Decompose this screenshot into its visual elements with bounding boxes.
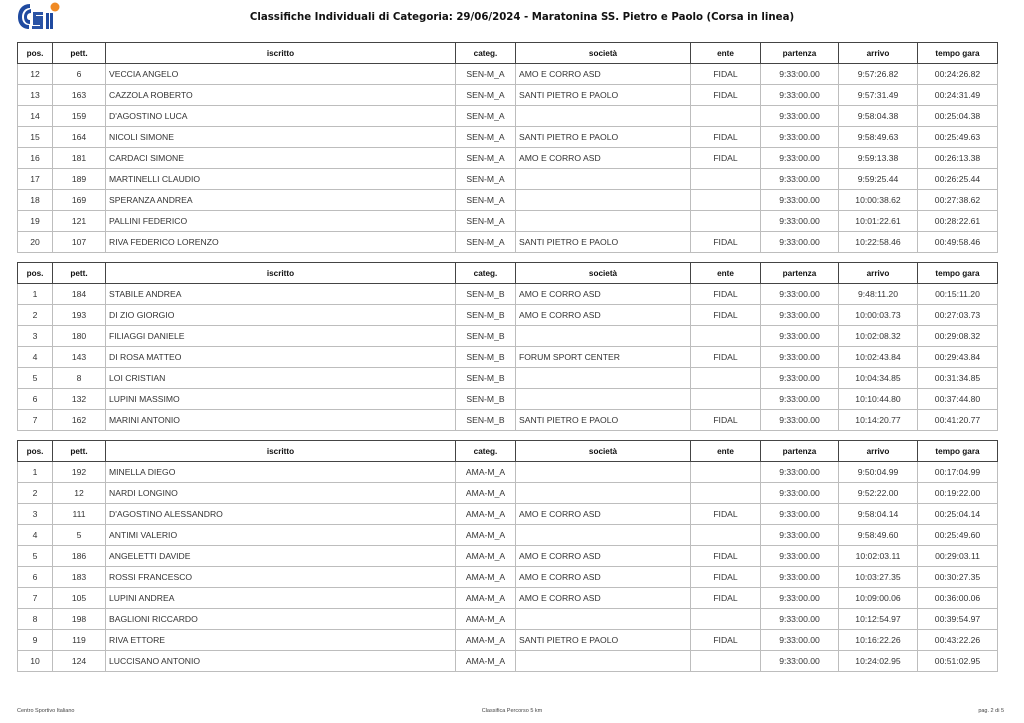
table-row <box>18 347 998 368</box>
cell-tempo-gara: 00:27:03.73 <box>918 305 998 326</box>
cell-pos: 7 <box>18 410 53 431</box>
cell-iscritto: D'AGOSTINO ALESSANDRO <box>106 504 456 525</box>
cell-iscritto: MARTINELLI CLAUDIO <box>106 169 456 190</box>
cell-pett: 180 <box>53 326 106 347</box>
cell-categ: SEN-M_B <box>456 326 516 347</box>
table-row <box>18 525 998 546</box>
cell-arrivo: 9:59:13.38 <box>839 148 918 169</box>
cell-arrivo: 10:00:38.62 <box>839 190 918 211</box>
table-header-row <box>18 43 998 64</box>
cell-categ: SEN-M_B <box>456 389 516 410</box>
cell-categ: AMA-M_A <box>456 567 516 588</box>
table-row <box>18 462 998 483</box>
cell-pett: 12 <box>53 483 106 504</box>
cell-categ: AMA-M_A <box>456 525 516 546</box>
cell-societa <box>516 483 691 504</box>
table-row <box>18 483 998 504</box>
cell-tempo-gara: 00:31:34.85 <box>918 368 998 389</box>
cell-pos: 5 <box>18 546 53 567</box>
cell-pett: 6 <box>53 64 106 85</box>
cell-pos: 17 <box>18 169 53 190</box>
cell-categ: SEN-M_B <box>456 410 516 431</box>
cell-pos: 18 <box>18 190 53 211</box>
cell-ente: FIDAL <box>691 630 761 651</box>
cell-partenza: 9:33:00.00 <box>761 630 839 651</box>
cell-ente <box>691 326 761 347</box>
table-row <box>18 211 998 232</box>
cell-tempo-gara: 00:25:04.14 <box>918 504 998 525</box>
cell-pett: 184 <box>53 284 106 305</box>
cell-societa: AMO E CORRO ASD <box>516 305 691 326</box>
cell-pos: 16 <box>18 148 53 169</box>
cell-partenza: 9:33:00.00 <box>761 232 839 253</box>
cell-pett: 107 <box>53 232 106 253</box>
cell-categ: SEN-M_A <box>456 169 516 190</box>
cell-arrivo: 10:02:08.32 <box>839 326 918 347</box>
cell-categ: SEN-M_B <box>456 347 516 368</box>
column-header-categ: categ. <box>456 263 516 284</box>
column-header-arrivo: arrivo <box>839 43 918 64</box>
cell-pett: 192 <box>53 462 106 483</box>
cell-iscritto: VECCIA ANGELO <box>106 64 456 85</box>
table-row <box>18 64 998 85</box>
table-row <box>18 546 998 567</box>
cell-categ: SEN-M_B <box>456 284 516 305</box>
cell-pos: 3 <box>18 326 53 347</box>
cell-categ: AMA-M_A <box>456 609 516 630</box>
cell-societa: SANTI PIETRO E PAOLO <box>516 232 691 253</box>
table-row <box>18 588 998 609</box>
cell-iscritto: BAGLIONI RICCARDO <box>106 609 456 630</box>
cell-pos: 6 <box>18 389 53 410</box>
cell-ente: FIDAL <box>691 64 761 85</box>
table-header-row <box>18 263 998 284</box>
cell-categ: AMA-M_A <box>456 504 516 525</box>
cell-pos: 19 <box>18 211 53 232</box>
column-header-pett: pett. <box>53 43 106 64</box>
cell-partenza: 9:33:00.00 <box>761 588 839 609</box>
cell-pos: 1 <box>18 284 53 305</box>
column-header-iscritto: iscritto <box>106 441 456 462</box>
cell-arrivo: 9:57:26.82 <box>839 64 918 85</box>
column-header-societa: società <box>516 43 691 64</box>
table-row <box>18 169 998 190</box>
cell-ente: FIDAL <box>691 410 761 431</box>
cell-pos: 9 <box>18 630 53 651</box>
cell-pos: 20 <box>18 232 53 253</box>
cell-iscritto: DI ZIO GIORGIO <box>106 305 456 326</box>
column-header-arrivo: arrivo <box>839 441 918 462</box>
cell-pos: 7 <box>18 588 53 609</box>
cell-ente <box>691 190 761 211</box>
cell-ente <box>691 211 761 232</box>
cell-arrivo: 10:22:58.46 <box>839 232 918 253</box>
cell-categ: AMA-M_A <box>456 630 516 651</box>
column-header-ente: ente <box>691 263 761 284</box>
cell-pos: 3 <box>18 504 53 525</box>
cell-partenza: 9:33:00.00 <box>761 504 839 525</box>
cell-tempo-gara: 00:24:31.49 <box>918 85 998 106</box>
table-row <box>18 190 998 211</box>
cell-partenza: 9:33:00.00 <box>761 190 839 211</box>
column-header-societa: società <box>516 441 691 462</box>
cell-iscritto: ANTIMI VALERIO <box>106 525 456 546</box>
cell-arrivo: 9:58:04.38 <box>839 106 918 127</box>
cell-tempo-gara: 00:28:22.61 <box>918 211 998 232</box>
cell-societa <box>516 651 691 672</box>
table-row <box>18 504 998 525</box>
table-row <box>18 651 998 672</box>
cell-societa: AMO E CORRO ASD <box>516 567 691 588</box>
cell-tempo-gara: 00:29:43.84 <box>918 347 998 368</box>
cell-societa: SANTI PIETRO E PAOLO <box>516 630 691 651</box>
column-header-pett: pett. <box>53 441 106 462</box>
column-header-pos: pos. <box>18 263 53 284</box>
cell-pett: 159 <box>53 106 106 127</box>
cell-categ: SEN-M_A <box>456 232 516 253</box>
cell-partenza: 9:33:00.00 <box>761 651 839 672</box>
cell-partenza: 9:33:00.00 <box>761 609 839 630</box>
cell-arrivo: 9:58:04.14 <box>839 504 918 525</box>
cell-partenza: 9:33:00.00 <box>761 284 839 305</box>
cell-iscritto: NARDI LONGINO <box>106 483 456 504</box>
cell-pett: 164 <box>53 127 106 148</box>
cell-tempo-gara: 00:51:02.95 <box>918 651 998 672</box>
results-table-sen-m-b <box>17 262 998 431</box>
cell-societa: SANTI PIETRO E PAOLO <box>516 410 691 431</box>
cell-arrivo: 10:14:20.77 <box>839 410 918 431</box>
cell-arrivo: 9:58:49.63 <box>839 127 918 148</box>
cell-partenza: 9:33:00.00 <box>761 211 839 232</box>
cell-pett: 121 <box>53 211 106 232</box>
cell-ente: FIDAL <box>691 127 761 148</box>
cell-tempo-gara: 00:29:08.32 <box>918 326 998 347</box>
cell-pos: 2 <box>18 483 53 504</box>
cell-pett: 124 <box>53 651 106 672</box>
column-header-societa: società <box>516 263 691 284</box>
results-table-sen-m-a <box>17 42 998 253</box>
cell-pett: 189 <box>53 169 106 190</box>
cell-arrivo: 9:58:49.60 <box>839 525 918 546</box>
cell-partenza: 9:33:00.00 <box>761 127 839 148</box>
cell-societa: SANTI PIETRO E PAOLO <box>516 85 691 106</box>
cell-tempo-gara: 00:24:26.82 <box>918 64 998 85</box>
cell-pos: 13 <box>18 85 53 106</box>
cell-pos: 2 <box>18 305 53 326</box>
cell-iscritto: D'AGOSTINO LUCA <box>106 106 456 127</box>
cell-arrivo: 10:03:27.35 <box>839 567 918 588</box>
cell-partenza: 9:33:00.00 <box>761 483 839 504</box>
cell-ente <box>691 106 761 127</box>
cell-tempo-gara: 00:37:44.80 <box>918 389 998 410</box>
cell-ente: FIDAL <box>691 232 761 253</box>
cell-pett: 169 <box>53 190 106 211</box>
column-header-pos: pos. <box>18 441 53 462</box>
cell-societa: SANTI PIETRO E PAOLO <box>516 127 691 148</box>
cell-societa <box>516 190 691 211</box>
cell-partenza: 9:33:00.00 <box>761 148 839 169</box>
column-header-categ: categ. <box>456 441 516 462</box>
cell-pett: 119 <box>53 630 106 651</box>
cell-ente <box>691 389 761 410</box>
cell-tempo-gara: 00:41:20.77 <box>918 410 998 431</box>
cell-pett: 193 <box>53 305 106 326</box>
cell-tempo-gara: 00:27:38.62 <box>918 190 998 211</box>
cell-categ: SEN-M_A <box>456 85 516 106</box>
cell-ente <box>691 651 761 672</box>
cell-ente: FIDAL <box>691 85 761 106</box>
cell-arrivo: 9:57:31.49 <box>839 85 918 106</box>
column-header-iscritto: iscritto <box>106 263 456 284</box>
cell-ente <box>691 483 761 504</box>
table-row <box>18 326 998 347</box>
cell-pett: 132 <box>53 389 106 410</box>
cell-iscritto: CAZZOLA ROBERTO <box>106 85 456 106</box>
cell-categ: SEN-M_B <box>456 305 516 326</box>
cell-pos: 5 <box>18 368 53 389</box>
cell-pett: 181 <box>53 148 106 169</box>
cell-iscritto: RIVA FEDERICO LORENZO <box>106 232 456 253</box>
cell-iscritto: CARDACI SIMONE <box>106 148 456 169</box>
column-header-pett: pett. <box>53 263 106 284</box>
table-row <box>18 567 998 588</box>
cell-arrivo: 10:16:22.26 <box>839 630 918 651</box>
cell-pos: 15 <box>18 127 53 148</box>
footer-page-number: pag. 2 di 5 <box>978 708 1004 714</box>
cell-societa <box>516 211 691 232</box>
cell-arrivo: 9:50:04.99 <box>839 462 918 483</box>
cell-societa: AMO E CORRO ASD <box>516 546 691 567</box>
table-row <box>18 232 998 253</box>
cell-tempo-gara: 00:29:03.11 <box>918 546 998 567</box>
cell-pett: 183 <box>53 567 106 588</box>
cell-partenza: 9:33:00.00 <box>761 85 839 106</box>
cell-societa <box>516 462 691 483</box>
column-header-partenza: partenza <box>761 441 839 462</box>
cell-ente: FIDAL <box>691 546 761 567</box>
cell-arrivo: 9:48:11.20 <box>839 284 918 305</box>
cell-pett: 111 <box>53 504 106 525</box>
cell-societa: AMO E CORRO ASD <box>516 504 691 525</box>
cell-partenza: 9:33:00.00 <box>761 106 839 127</box>
cell-tempo-gara: 00:30:27.35 <box>918 567 998 588</box>
cell-arrivo: 9:59:25.44 <box>839 169 918 190</box>
cell-partenza: 9:33:00.00 <box>761 389 839 410</box>
cell-partenza: 9:33:00.00 <box>761 525 839 546</box>
table-row <box>18 148 998 169</box>
cell-pett: 186 <box>53 546 106 567</box>
cell-arrivo: 10:09:00.06 <box>839 588 918 609</box>
cell-ente: FIDAL <box>691 504 761 525</box>
cell-societa <box>516 609 691 630</box>
cell-partenza: 9:33:00.00 <box>761 462 839 483</box>
cell-categ: SEN-M_A <box>456 106 516 127</box>
column-header-iscritto: iscritto <box>106 43 456 64</box>
cell-arrivo: 9:52:22.00 <box>839 483 918 504</box>
column-header-categ: categ. <box>456 43 516 64</box>
column-header-pos: pos. <box>18 43 53 64</box>
cell-partenza: 9:33:00.00 <box>761 410 839 431</box>
results-table-ama-m-a <box>17 440 998 672</box>
cell-societa <box>516 525 691 546</box>
cell-partenza: 9:33:00.00 <box>761 347 839 368</box>
cell-pos: 8 <box>18 609 53 630</box>
cell-ente <box>691 462 761 483</box>
cell-iscritto: FILIAGGI DANIELE <box>106 326 456 347</box>
cell-partenza: 9:33:00.00 <box>761 326 839 347</box>
cell-ente: FIDAL <box>691 305 761 326</box>
cell-pos: 4 <box>18 347 53 368</box>
cell-partenza: 9:33:00.00 <box>761 169 839 190</box>
cell-arrivo: 10:24:02.95 <box>839 651 918 672</box>
cell-iscritto: PALLINI FEDERICO <box>106 211 456 232</box>
cell-pett: 105 <box>53 588 106 609</box>
cell-iscritto: MINELLA DIEGO <box>106 462 456 483</box>
cell-societa: AMO E CORRO ASD <box>516 64 691 85</box>
cell-tempo-gara: 00:17:04.99 <box>918 462 998 483</box>
cell-categ: SEN-M_A <box>456 190 516 211</box>
cell-iscritto: NICOLI SIMONE <box>106 127 456 148</box>
cell-pos: 12 <box>18 64 53 85</box>
cell-iscritto: RIVA ETTORE <box>106 630 456 651</box>
cell-tempo-gara: 00:43:22.26 <box>918 630 998 651</box>
cell-tempo-gara: 00:15:11.20 <box>918 284 998 305</box>
cell-partenza: 9:33:00.00 <box>761 64 839 85</box>
cell-arrivo: 10:00:03.73 <box>839 305 918 326</box>
cell-categ: SEN-M_A <box>456 64 516 85</box>
cell-pos: 10 <box>18 651 53 672</box>
cell-societa <box>516 326 691 347</box>
cell-iscritto: MARINI ANTONIO <box>106 410 456 431</box>
cell-categ: AMA-M_A <box>456 462 516 483</box>
page-title: Classifiche Individuali di Categoria: 29/06/2024 - Maratonina SS. Pietro e Paolo (Corsa in linea) <box>249 12 795 23</box>
cell-pett: 143 <box>53 347 106 368</box>
cell-ente <box>691 169 761 190</box>
cell-iscritto: LUPINI MASSIMO <box>106 389 456 410</box>
cell-tempo-gara: 00:25:49.60 <box>918 525 998 546</box>
cell-iscritto: STABILE ANDREA <box>106 284 456 305</box>
cell-pett: 198 <box>53 609 106 630</box>
cell-tempo-gara: 00:36:00.06 <box>918 588 998 609</box>
cell-tempo-gara: 00:25:04.38 <box>918 106 998 127</box>
table-row <box>18 630 998 651</box>
table-row <box>18 410 998 431</box>
table-row <box>18 368 998 389</box>
cell-categ: SEN-M_A <box>456 148 516 169</box>
cell-tempo-gara: 00:25:49.63 <box>918 127 998 148</box>
cell-iscritto: ANGELETTI DAVIDE <box>106 546 456 567</box>
column-header-partenza: partenza <box>761 43 839 64</box>
cell-ente: FIDAL <box>691 588 761 609</box>
cell-ente <box>691 525 761 546</box>
cell-tempo-gara: 00:49:58.46 <box>918 232 998 253</box>
cell-societa: AMO E CORRO ASD <box>516 588 691 609</box>
cell-societa: AMO E CORRO ASD <box>516 284 691 305</box>
cell-arrivo: 10:04:34.85 <box>839 368 918 389</box>
cell-ente: FIDAL <box>691 148 761 169</box>
cell-tempo-gara: 00:26:13.38 <box>918 148 998 169</box>
cell-iscritto: LOI CRISTIAN <box>106 368 456 389</box>
column-header-tempo-gara: tempo gara <box>918 441 998 462</box>
cell-pett: 5 <box>53 525 106 546</box>
cell-iscritto: LUPINI ANDREA <box>106 588 456 609</box>
column-header-tempo-gara: tempo gara <box>918 263 998 284</box>
cell-categ: AMA-M_A <box>456 651 516 672</box>
table-row <box>18 609 998 630</box>
column-header-ente: ente <box>691 441 761 462</box>
cell-partenza: 9:33:00.00 <box>761 305 839 326</box>
cell-iscritto: LUCCISANO ANTONIO <box>106 651 456 672</box>
cell-partenza: 9:33:00.00 <box>761 567 839 588</box>
cell-arrivo: 10:10:44.80 <box>839 389 918 410</box>
column-header-arrivo: arrivo <box>839 263 918 284</box>
cell-categ: AMA-M_A <box>456 546 516 567</box>
cell-pos: 4 <box>18 525 53 546</box>
cell-categ: SEN-M_A <box>456 127 516 148</box>
cell-ente <box>691 368 761 389</box>
table-row <box>18 85 998 106</box>
table-row <box>18 389 998 410</box>
cell-societa: FORUM SPORT CENTER <box>516 347 691 368</box>
column-header-ente: ente <box>691 43 761 64</box>
cell-pos: 1 <box>18 462 53 483</box>
table-row <box>18 284 998 305</box>
cell-ente: FIDAL <box>691 567 761 588</box>
cell-societa <box>516 389 691 410</box>
cell-partenza: 9:33:00.00 <box>761 546 839 567</box>
cell-societa <box>516 169 691 190</box>
cell-tempo-gara: 00:26:25.44 <box>918 169 998 190</box>
cell-iscritto: DI ROSA MATTEO <box>106 347 456 368</box>
cell-pos: 14 <box>18 106 53 127</box>
cell-categ: SEN-M_B <box>456 368 516 389</box>
cell-categ: SEN-M_A <box>456 211 516 232</box>
cell-arrivo: 10:01:22.61 <box>839 211 918 232</box>
cell-ente: FIDAL <box>691 284 761 305</box>
column-header-tempo-gara: tempo gara <box>918 43 998 64</box>
cell-arrivo: 10:12:54.97 <box>839 609 918 630</box>
footer-course: Classifica Percorso 5 km <box>481 708 543 714</box>
cell-arrivo: 10:02:03.11 <box>839 546 918 567</box>
table-header-row <box>18 441 998 462</box>
cell-tempo-gara: 00:19:22.00 <box>918 483 998 504</box>
table-row <box>18 106 998 127</box>
column-header-partenza: partenza <box>761 263 839 284</box>
footer-organization: Centro Sportivo Italiano <box>17 708 75 714</box>
cell-societa <box>516 368 691 389</box>
cell-pett: 163 <box>53 85 106 106</box>
cell-arrivo: 10:02:43.84 <box>839 347 918 368</box>
cell-ente <box>691 609 761 630</box>
cell-societa: AMO E CORRO ASD <box>516 148 691 169</box>
cell-societa <box>516 106 691 127</box>
table-row <box>18 305 998 326</box>
cell-categ: AMA-M_A <box>456 483 516 504</box>
cell-iscritto: SPERANZA ANDREA <box>106 190 456 211</box>
cell-ente: FIDAL <box>691 347 761 368</box>
cell-tempo-gara: 00:39:54.97 <box>918 609 998 630</box>
cell-partenza: 9:33:00.00 <box>761 368 839 389</box>
cell-pett: 8 <box>53 368 106 389</box>
cell-pett: 162 <box>53 410 106 431</box>
cell-categ: AMA-M_A <box>456 588 516 609</box>
cell-pos: 6 <box>18 567 53 588</box>
table-row <box>18 127 998 148</box>
cell-iscritto: ROSSI FRANCESCO <box>106 567 456 588</box>
